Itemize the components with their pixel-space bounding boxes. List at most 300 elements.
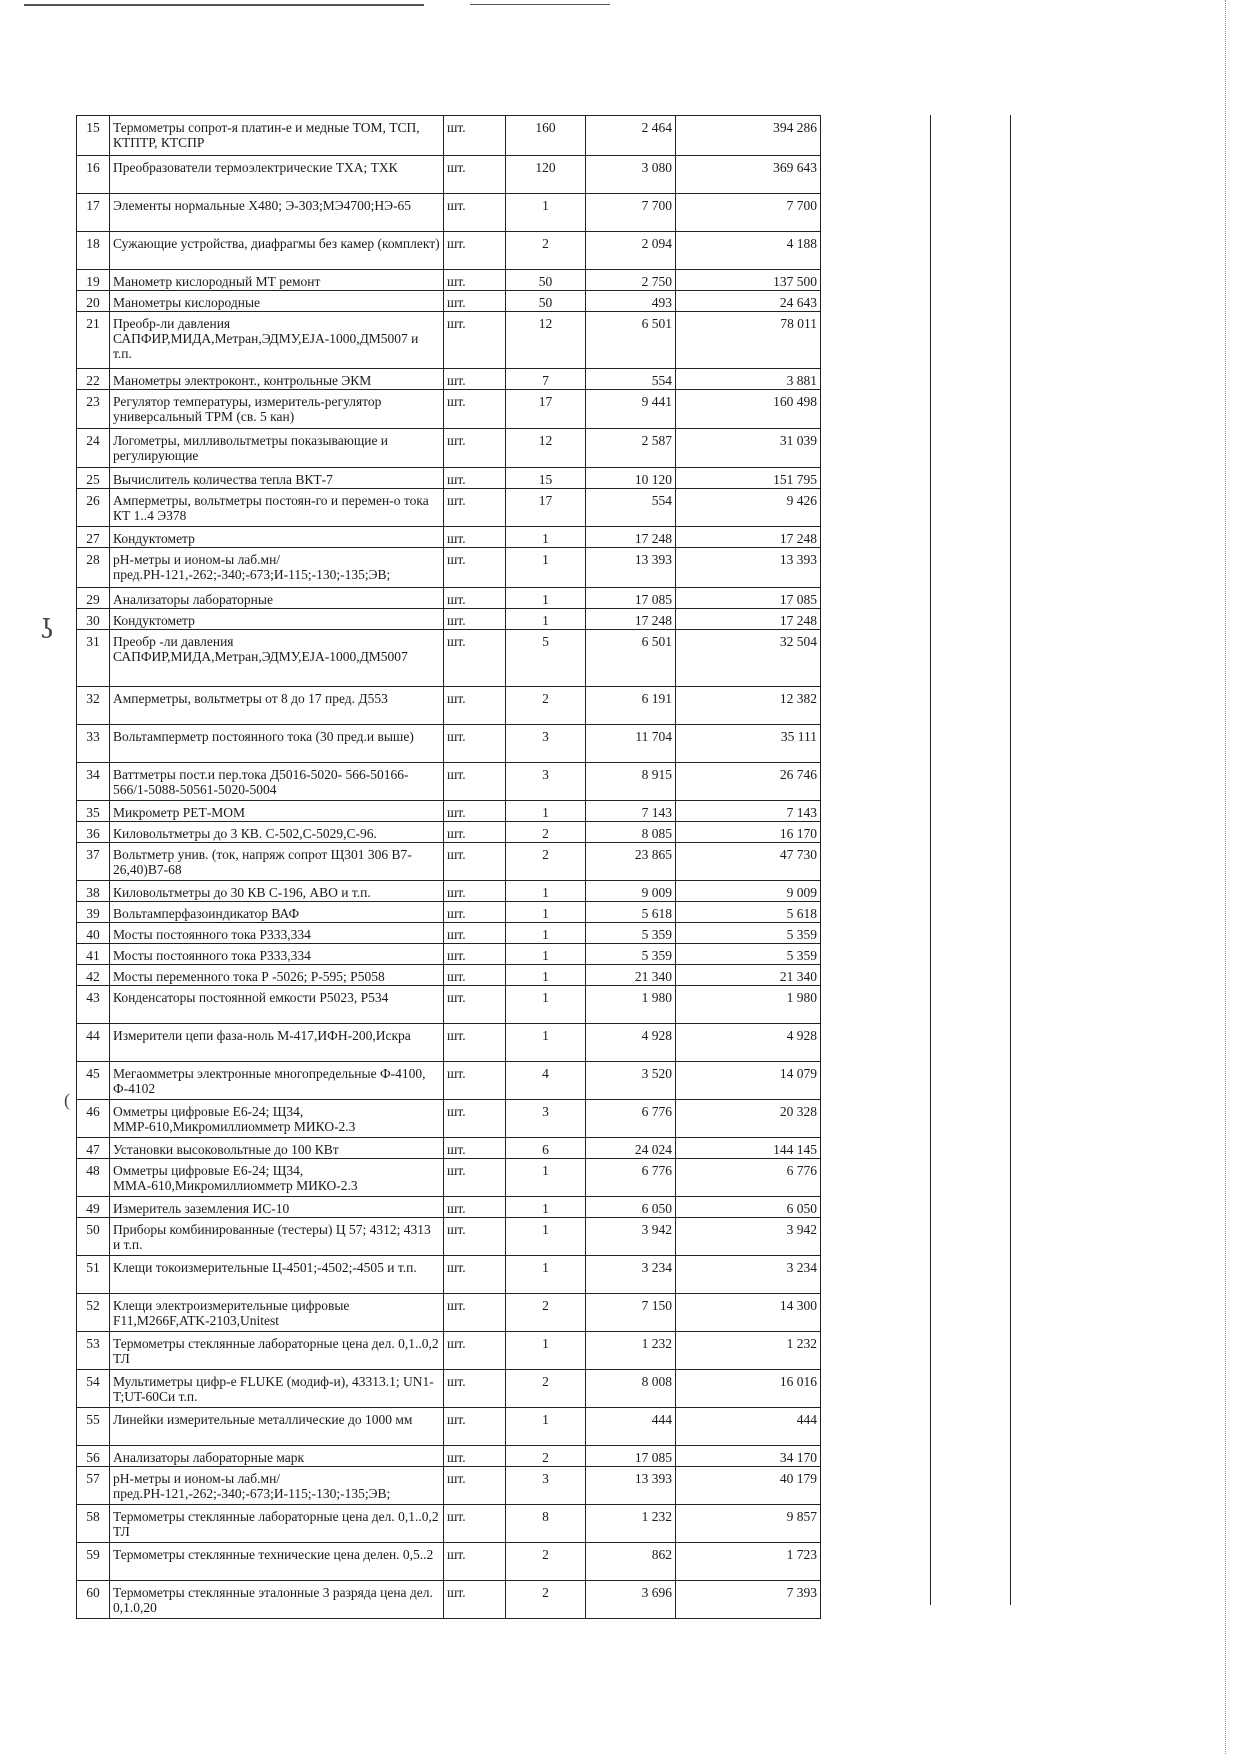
total-cell: 14 079	[676, 1062, 821, 1100]
row-number: 58	[77, 1505, 110, 1543]
item-name: Микрометр РЕТ-МОМ	[110, 801, 444, 822]
unit-price-cell: 23 865	[586, 843, 676, 881]
row-number: 51	[77, 1256, 110, 1294]
table-row	[77, 1543, 821, 1581]
table-row	[77, 1581, 821, 1619]
table-row	[77, 1505, 821, 1543]
row-number: 38	[77, 881, 110, 902]
unit-cell: шт.	[444, 1062, 506, 1100]
unit-price-cell: 2 587	[586, 429, 676, 468]
total-cell: 16 016	[676, 1370, 821, 1408]
unit-cell: шт.	[444, 687, 506, 725]
unit-price-cell: 2 464	[586, 116, 676, 156]
unit-cell: шт.	[444, 1100, 506, 1138]
quantity-cell: 1	[506, 527, 586, 548]
total-cell: 47 730	[676, 843, 821, 881]
row-number: 48	[77, 1159, 110, 1197]
unit-price-cell: 3 234	[586, 1256, 676, 1294]
right-vertical-line-2	[1010, 115, 1011, 1605]
item-name: Мосты постоянного тока Р333,334	[110, 923, 444, 944]
item-name: Термометры стеклянные технические цена делен. 0,5..2	[110, 1543, 444, 1581]
quantity-cell: 2	[506, 1446, 586, 1467]
table-row	[77, 1446, 821, 1467]
unit-price-cell: 6 776	[586, 1159, 676, 1197]
table-row	[77, 923, 821, 944]
item-name: Омметры цифровые Е6-24; Щ34, ММА-610,Микромиллиомметр МИКО-2.3	[110, 1159, 444, 1197]
unit-price-cell: 9 009	[586, 881, 676, 902]
total-cell: 7 700	[676, 194, 821, 232]
table-row	[77, 468, 821, 489]
row-number: 31	[77, 630, 110, 687]
row-number: 16	[77, 156, 110, 194]
total-cell: 3 234	[676, 1256, 821, 1294]
quantity-cell: 17	[506, 489, 586, 527]
table-row	[77, 763, 821, 801]
row-number: 37	[77, 843, 110, 881]
unit-cell: шт.	[444, 270, 506, 291]
row-number: 52	[77, 1294, 110, 1332]
unit-cell: шт.	[444, 1446, 506, 1467]
quantity-cell: 17	[506, 390, 586, 429]
margin-bracket-mark: (	[64, 1090, 70, 1110]
item-name: Термометры сопрот-я платин-е и медные ТОМ, ТСП, КТПТР, КТСПР	[110, 116, 444, 156]
item-name: Манометры кислородные	[110, 291, 444, 312]
table-row	[77, 1197, 821, 1218]
quantity-cell: 2	[506, 1370, 586, 1408]
unit-price-cell: 554	[586, 489, 676, 527]
item-name: Вычислитель количества тепла ВКТ-7	[110, 468, 444, 489]
row-number: 26	[77, 489, 110, 527]
quantity-cell: 1	[506, 1408, 586, 1446]
right-vertical-line-1	[930, 115, 931, 1605]
item-name: Анализаторы лабораторные марк	[110, 1446, 444, 1467]
total-cell: 78 011	[676, 312, 821, 369]
unit-price-cell: 6 050	[586, 1197, 676, 1218]
quantity-cell: 1	[506, 986, 586, 1024]
table-row	[77, 527, 821, 548]
total-cell: 1 232	[676, 1332, 821, 1370]
unit-cell: шт.	[444, 1218, 506, 1256]
unit-cell: шт.	[444, 1332, 506, 1370]
table-row	[77, 1256, 821, 1294]
table-row	[77, 156, 821, 194]
unit-price-cell: 7 150	[586, 1294, 676, 1332]
scan-top-rule-right	[470, 4, 610, 5]
unit-price-cell: 10 120	[586, 468, 676, 489]
total-cell: 160 498	[676, 390, 821, 429]
total-cell: 3 881	[676, 369, 821, 390]
unit-price-cell: 1 980	[586, 986, 676, 1024]
table-row	[77, 986, 821, 1024]
table-row	[77, 1100, 821, 1138]
unit-cell: шт.	[444, 1408, 506, 1446]
quantity-cell: 1	[506, 1256, 586, 1294]
quantity-cell: 12	[506, 429, 586, 468]
quantity-cell: 2	[506, 1294, 586, 1332]
row-number: 55	[77, 1408, 110, 1446]
quantity-cell: 1	[506, 965, 586, 986]
table-row	[77, 194, 821, 232]
row-number: 57	[77, 1467, 110, 1505]
total-cell: 1 980	[676, 986, 821, 1024]
item-name: Кондуктометр	[110, 609, 444, 630]
item-name: Мультиметры цифр-е FLUKE (модиф-и), 43313.1; UN1-T;UT-60Си т.п.	[110, 1370, 444, 1408]
unit-price-cell: 7 700	[586, 194, 676, 232]
unit-cell: шт.	[444, 390, 506, 429]
quantity-cell: 2	[506, 687, 586, 725]
quantity-cell: 1	[506, 801, 586, 822]
table-row	[77, 232, 821, 270]
row-number: 32	[77, 687, 110, 725]
unit-price-cell: 17 085	[586, 1446, 676, 1467]
table-row	[77, 630, 821, 687]
table-row	[77, 1062, 821, 1100]
total-cell: 3 942	[676, 1218, 821, 1256]
unit-cell: шт.	[444, 1024, 506, 1062]
row-number: 35	[77, 801, 110, 822]
unit-price-cell: 7 143	[586, 801, 676, 822]
row-number: 30	[77, 609, 110, 630]
item-name: Манометр кислородный МТ ремонт	[110, 270, 444, 291]
quantity-cell: 3	[506, 725, 586, 763]
row-number: 36	[77, 822, 110, 843]
table-row	[77, 822, 821, 843]
unit-cell: шт.	[444, 965, 506, 986]
quantity-cell: 1	[506, 588, 586, 609]
table-row	[77, 291, 821, 312]
unit-price-cell: 13 393	[586, 548, 676, 588]
unit-cell: шт.	[444, 630, 506, 687]
quantity-cell: 50	[506, 291, 586, 312]
unit-price-cell: 6 191	[586, 687, 676, 725]
total-cell: 394 286	[676, 116, 821, 156]
table-row	[77, 965, 821, 986]
total-cell: 31 039	[676, 429, 821, 468]
unit-price-cell: 17 248	[586, 609, 676, 630]
unit-price-cell: 8 915	[586, 763, 676, 801]
row-number: 29	[77, 588, 110, 609]
table-row	[77, 1159, 821, 1197]
quantity-cell: 12	[506, 312, 586, 369]
quantity-cell: 1	[506, 1024, 586, 1062]
unit-price-cell: 13 393	[586, 1467, 676, 1505]
table-row	[77, 1467, 821, 1505]
row-number: 40	[77, 923, 110, 944]
total-cell: 4 188	[676, 232, 821, 270]
row-number: 17	[77, 194, 110, 232]
unit-cell: шт.	[444, 548, 506, 588]
quantity-cell: 1	[506, 1159, 586, 1197]
item-name: Приборы комбинированные (тестеры) Ц 57; 4312; 4313 и т.п.	[110, 1218, 444, 1256]
total-cell: 144 145	[676, 1138, 821, 1159]
quantity-cell: 4	[506, 1062, 586, 1100]
quantity-cell: 3	[506, 1100, 586, 1138]
quantity-cell: 1	[506, 1332, 586, 1370]
price-table	[76, 115, 821, 1619]
item-name: Установки высоковольтные до 100 КВт	[110, 1138, 444, 1159]
row-number: 56	[77, 1446, 110, 1467]
unit-price-cell: 11 704	[586, 725, 676, 763]
item-name: Амперметры, вольтметры постоян-го и перемен-о тока КТ 1..4 Э378	[110, 489, 444, 527]
item-name: Кондуктометр	[110, 527, 444, 548]
unit-cell: шт.	[444, 843, 506, 881]
table-row	[77, 944, 821, 965]
item-name: Измерители цепи фаза-ноль М-417,ИФН-200,Искра	[110, 1024, 444, 1062]
total-cell: 20 328	[676, 1100, 821, 1138]
item-name: Вольтамперфазоиндикатор ВАФ	[110, 902, 444, 923]
quantity-cell: 2	[506, 1581, 586, 1619]
total-cell: 9 857	[676, 1505, 821, 1543]
unit-cell: шт.	[444, 944, 506, 965]
quantity-cell: 3	[506, 763, 586, 801]
unit-cell: шт.	[444, 194, 506, 232]
quantity-cell: 2	[506, 1543, 586, 1581]
row-number: 39	[77, 902, 110, 923]
total-cell: 17 248	[676, 609, 821, 630]
unit-price-cell: 6 776	[586, 1100, 676, 1138]
unit-cell: шт.	[444, 609, 506, 630]
item-name: Ваттметры пост.и пер.тока Д5016-5020- 566-50166-566/1-5088-50561-5020-5004	[110, 763, 444, 801]
unit-price-cell: 3 942	[586, 1218, 676, 1256]
table-row	[77, 588, 821, 609]
unit-price-cell: 862	[586, 1543, 676, 1581]
total-cell: 369 643	[676, 156, 821, 194]
row-number: 60	[77, 1581, 110, 1619]
quantity-cell: 1	[506, 1197, 586, 1218]
unit-cell: шт.	[444, 116, 506, 156]
unit-price-cell: 6 501	[586, 630, 676, 687]
price-table-body	[77, 116, 821, 1619]
row-number: 47	[77, 1138, 110, 1159]
quantity-cell: 2	[506, 232, 586, 270]
row-number: 54	[77, 1370, 110, 1408]
table-row	[77, 1332, 821, 1370]
item-name: Клещи электроизмерительные цифровые F11,M266F,ATK-2103,Unitest	[110, 1294, 444, 1332]
total-cell: 5 359	[676, 923, 821, 944]
unit-cell: шт.	[444, 1581, 506, 1619]
table-row	[77, 1024, 821, 1062]
unit-cell: шт.	[444, 902, 506, 923]
table-row	[77, 429, 821, 468]
row-number: 22	[77, 369, 110, 390]
quantity-cell: 1	[506, 1218, 586, 1256]
quantity-cell: 7	[506, 369, 586, 390]
item-name: Термометры стеклянные лабораторные цена дел. 0,1..0,2 ТЛ	[110, 1505, 444, 1543]
unit-price-cell: 444	[586, 1408, 676, 1446]
row-number: 45	[77, 1062, 110, 1100]
item-name: Термометры стеклянные эталонные 3 разряда цена дел. 0,1.0,20	[110, 1581, 444, 1619]
table-row	[77, 609, 821, 630]
unit-cell: шт.	[444, 1197, 506, 1218]
unit-cell: шт.	[444, 1159, 506, 1197]
total-cell: 151 795	[676, 468, 821, 489]
unit-cell: шт.	[444, 923, 506, 944]
scan-top-rule	[24, 4, 424, 6]
row-number: 41	[77, 944, 110, 965]
table-row	[77, 1370, 821, 1408]
unit-price-cell: 554	[586, 369, 676, 390]
total-cell: 1 723	[676, 1543, 821, 1581]
quantity-cell: 1	[506, 923, 586, 944]
unit-price-cell: 2 094	[586, 232, 676, 270]
item-name: Линейки измерительные металлические до 1000 мм	[110, 1408, 444, 1446]
row-number: 33	[77, 725, 110, 763]
unit-price-cell: 4 928	[586, 1024, 676, 1062]
item-name: Мосты постоянного тока Р333,334	[110, 944, 444, 965]
item-name: Клещи токоизмерительные Ц-4501;-4502;-4505 и т.п.	[110, 1256, 444, 1294]
item-name: Вольтметр унив. (ток, напряж сопрот Щ301 306 В7-26,40)В7-68	[110, 843, 444, 881]
unit-price-cell: 5 618	[586, 902, 676, 923]
row-number: 49	[77, 1197, 110, 1218]
row-number: 28	[77, 548, 110, 588]
unit-cell: шт.	[444, 369, 506, 390]
item-name: Анализаторы лабораторные	[110, 588, 444, 609]
row-number: 15	[77, 116, 110, 156]
item-name: Омметры цифровые Е6-24; Щ34, ММР-610,Микромиллиомметр МИКО-2.3	[110, 1100, 444, 1138]
row-number: 27	[77, 527, 110, 548]
unit-price-cell: 1 232	[586, 1505, 676, 1543]
item-name: Измеритель заземления ИС-10	[110, 1197, 444, 1218]
unit-cell: шт.	[444, 291, 506, 312]
row-number: 44	[77, 1024, 110, 1062]
quantity-cell: 2	[506, 843, 586, 881]
total-cell: 17 248	[676, 527, 821, 548]
table-row	[77, 270, 821, 291]
total-cell: 13 393	[676, 548, 821, 588]
unit-price-cell: 3 696	[586, 1581, 676, 1619]
row-number: 23	[77, 390, 110, 429]
table-row	[77, 801, 821, 822]
unit-price-cell: 1 232	[586, 1332, 676, 1370]
item-name: Элементы нормальные Х480; Э-303;МЭ4700;НЭ-65	[110, 194, 444, 232]
total-cell: 5 618	[676, 902, 821, 923]
item-name: Логометры, милливольтметры показывающие и регулирующие	[110, 429, 444, 468]
unit-cell: шт.	[444, 986, 506, 1024]
item-name: Преобр -ли давления САПФИР,МИДА,Метран,ЭДМУ,EJA-1000,ДМ5007	[110, 630, 444, 687]
quantity-cell: 1	[506, 548, 586, 588]
unit-price-cell: 17 248	[586, 527, 676, 548]
quantity-cell: 6	[506, 1138, 586, 1159]
total-cell: 26 746	[676, 763, 821, 801]
row-number: 43	[77, 986, 110, 1024]
row-number: 50	[77, 1218, 110, 1256]
unit-cell: шт.	[444, 1505, 506, 1543]
margin-handwritten-mark: ʖ	[40, 615, 54, 645]
item-name: Амперметры, вольтметры от 8 до 17 пред. Д553	[110, 687, 444, 725]
table-row	[77, 369, 821, 390]
item-name: Мегаомметры электронные многопредельные Ф-4100, Ф-4102	[110, 1062, 444, 1100]
unit-price-cell: 493	[586, 291, 676, 312]
quantity-cell: 1	[506, 944, 586, 965]
unit-price-cell: 8 008	[586, 1370, 676, 1408]
row-number: 18	[77, 232, 110, 270]
total-cell: 444	[676, 1408, 821, 1446]
item-name: Конденсаторы постоянной емкости Р5023, Р534	[110, 986, 444, 1024]
unit-cell: шт.	[444, 822, 506, 843]
item-name: Регулятор температуры, измеритель-регулятор универсальный ТРМ (св. 5 кан)	[110, 390, 444, 429]
unit-price-cell: 3 080	[586, 156, 676, 194]
unit-cell: шт.	[444, 1543, 506, 1581]
quantity-cell: 5	[506, 630, 586, 687]
table-row	[77, 687, 821, 725]
unit-cell: шт.	[444, 1370, 506, 1408]
unit-cell: шт.	[444, 588, 506, 609]
unit-price-cell: 3 520	[586, 1062, 676, 1100]
unit-price-cell: 8 085	[586, 822, 676, 843]
unit-price-cell: 17 085	[586, 588, 676, 609]
item-name: рН-метры и ионом-ы лаб.мн/пред.РН-121,-262;-340;-673;И-115;-130;-135;ЭВ;	[110, 548, 444, 588]
unit-price-cell: 5 359	[586, 923, 676, 944]
quantity-cell: 120	[506, 156, 586, 194]
scan-right-edge	[1225, 0, 1236, 1754]
unit-cell: шт.	[444, 468, 506, 489]
row-number: 21	[77, 312, 110, 369]
quantity-cell: 3	[506, 1467, 586, 1505]
unit-price-cell: 6 501	[586, 312, 676, 369]
total-cell: 14 300	[676, 1294, 821, 1332]
table-row	[77, 489, 821, 527]
total-cell: 9 009	[676, 881, 821, 902]
unit-price-cell: 24 024	[586, 1138, 676, 1159]
table-row	[77, 1408, 821, 1446]
row-number: 20	[77, 291, 110, 312]
total-cell: 6 776	[676, 1159, 821, 1197]
unit-cell: шт.	[444, 312, 506, 369]
total-cell: 12 382	[676, 687, 821, 725]
unit-cell: шт.	[444, 763, 506, 801]
item-name: Преобр-ли давления САПФИР,МИДА,Метран,ЭДМУ,EJA-1000,ДМ5007 и т.п.	[110, 312, 444, 369]
total-cell: 40 179	[676, 1467, 821, 1505]
total-cell: 34 170	[676, 1446, 821, 1467]
total-cell: 6 050	[676, 1197, 821, 1218]
unit-cell: шт.	[444, 1138, 506, 1159]
quantity-cell: 2	[506, 822, 586, 843]
unit-cell: шт.	[444, 881, 506, 902]
table-row	[77, 548, 821, 588]
quantity-cell: 15	[506, 468, 586, 489]
unit-cell: шт.	[444, 429, 506, 468]
table-row	[77, 1294, 821, 1332]
total-cell: 32 504	[676, 630, 821, 687]
table-row	[77, 312, 821, 369]
total-cell: 21 340	[676, 965, 821, 986]
table-row	[77, 1218, 821, 1256]
quantity-cell: 1	[506, 881, 586, 902]
unit-cell: шт.	[444, 1256, 506, 1294]
item-name: Манометры электроконт., контрольные ЭКМ	[110, 369, 444, 390]
quantity-cell: 160	[506, 116, 586, 156]
unit-price-cell: 9 441	[586, 390, 676, 429]
row-number: 42	[77, 965, 110, 986]
quantity-cell: 1	[506, 902, 586, 923]
total-cell: 17 085	[676, 588, 821, 609]
total-cell: 7 393	[676, 1581, 821, 1619]
unit-cell: шт.	[444, 725, 506, 763]
row-number: 46	[77, 1100, 110, 1138]
unit-cell: шт.	[444, 232, 506, 270]
row-number: 53	[77, 1332, 110, 1370]
unit-cell: шт.	[444, 1467, 506, 1505]
row-number: 59	[77, 1543, 110, 1581]
total-cell: 16 170	[676, 822, 821, 843]
unit-cell: шт.	[444, 1294, 506, 1332]
row-number: 19	[77, 270, 110, 291]
item-name: Термометры стеклянные лабораторные цена дел. 0,1..0,2 ТЛ	[110, 1332, 444, 1370]
unit-cell: шт.	[444, 801, 506, 822]
unit-price-cell: 21 340	[586, 965, 676, 986]
unit-cell: шт.	[444, 156, 506, 194]
table-row	[77, 725, 821, 763]
